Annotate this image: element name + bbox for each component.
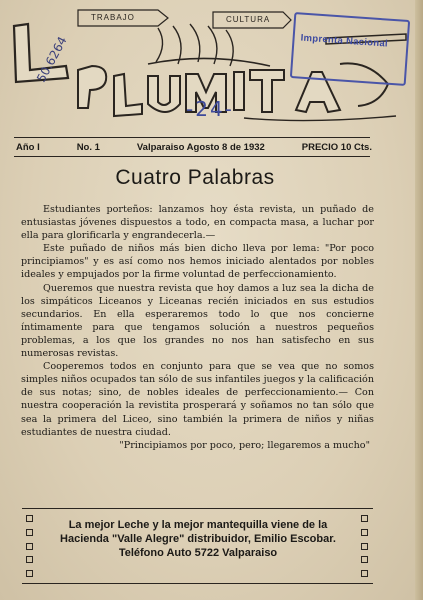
article-title: Cuatro Palabras <box>115 166 275 189</box>
issue-place-date: Valparaiso Agosto 8 de 1932 <box>136 142 265 153</box>
rule-bottom <box>14 156 370 157</box>
article-paragraph: Estudiantes porteños: lanzamos hoy ésta revista, un puñado de entusiastas jóvenes dispuestos a todo, en compacta masa, a luchar por ella para glorificarla y engrandecerla.— <box>21 204 374 242</box>
ad-right-ornament <box>361 515 369 577</box>
banner-left-text: TRABAJO <box>91 13 135 22</box>
advertisement-box <box>22 508 373 584</box>
issue-year: Año I <box>16 142 40 153</box>
rule-top <box>14 137 370 138</box>
issue-price: PRECIO 10 Cts. <box>301 142 372 153</box>
article-paragraph: Cooperemos todos en conjunto para que se vea que no somos simples niños ocupados tan sólo de sus infantiles juegos y la calificación de sus notas; sino, de nobles ideales de perfeccionamiento.— Con nuestra cooperación la revistita prosperará y soñamos no tan sólo que sea la primera del Liceo, sino también la primera de niños y niñas estudiantes de nuestra ciudad. <box>21 361 374 438</box>
article-paragraph: Queremos que nuestra revista que hoy damos a luz sea la dicha de los simpáticos Liceanos y Liceanas recién iniciados en sus estudios secundarios. En ella esperaremos todo lo que nos concierne íntimamente para que tengamos solución a nuestros pequeños problemas, a los que los grandes no nos han satisfecho en sus numerosas revistas. <box>21 282 374 360</box>
article-paragraph: Este puñado de niños más bien dicho lleva por lema: "Por poco principiamos" y es así como nos hemos iniciado alentados por nobles ideales y empujados por la firme voluntad de perfeccionamiento. <box>21 243 374 281</box>
issue-info-line <box>16 142 372 153</box>
advertisement-text: La mejor Leche y la mejor mantequilla viene de la Hacienda "Valle Alegre" distribuidor, Emilio Escobar. Teléfono Auto 5722 Valparaiso <box>60 519 336 559</box>
issue-number: No. 1 <box>76 142 100 153</box>
article-body <box>21 203 374 452</box>
library-stamp <box>290 12 410 86</box>
masthead <box>8 4 416 132</box>
banner-right-text: CULTURA <box>226 15 271 24</box>
handwritten-issue-number: -24- <box>186 97 234 121</box>
article-closing-quote: "Principiamos por poco, pero; llegaremos a mucho" <box>119 439 370 451</box>
handwritten-catalog-number: 50.6264 <box>34 34 70 85</box>
ad-left-ornament <box>26 515 34 577</box>
page-edge <box>415 0 423 600</box>
stamp-text: Imprenta Nacional <box>300 32 389 50</box>
